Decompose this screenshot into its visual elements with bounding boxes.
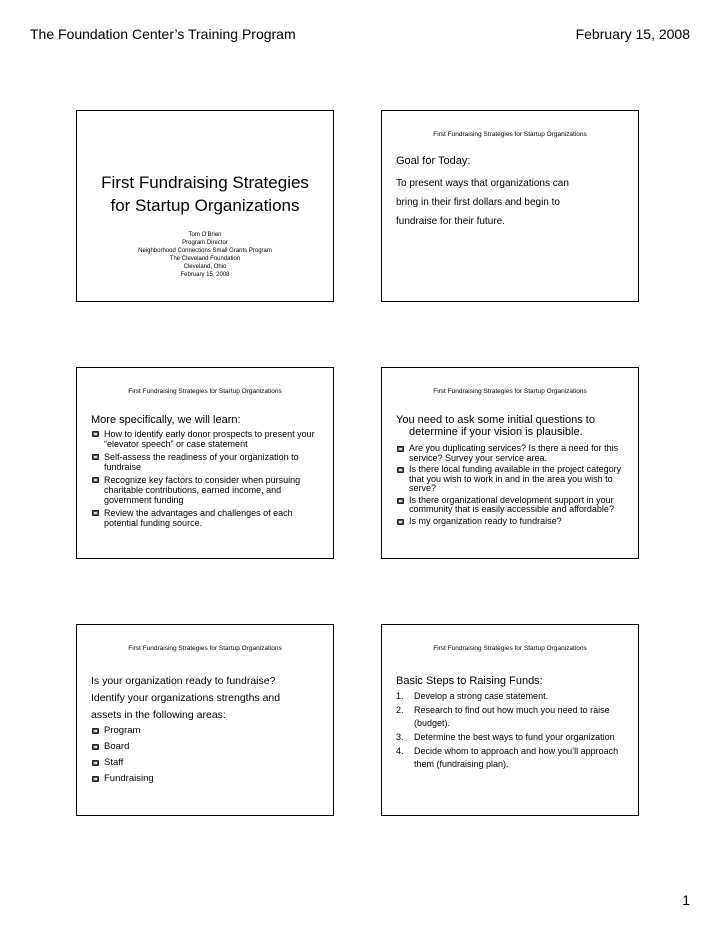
bullet-icon xyxy=(92,477,99,483)
bullet-icon xyxy=(397,446,404,452)
readiness-line-3: assets in the following areas: xyxy=(91,709,226,721)
page-header-date: February 15, 2008 xyxy=(575,26,690,42)
bullet-icon xyxy=(92,454,99,460)
presenter-location: Cleveland, Ohio xyxy=(183,264,227,270)
goal-line-2: bring in their first dollars and begin to xyxy=(396,197,560,208)
bullet-list xyxy=(396,444,628,526)
list-item: Fundraising xyxy=(91,774,323,784)
list-item: How to identify early donor prospects to present your “elevator speech” or case statement xyxy=(91,429,323,449)
list-item: Is my organization ready to fundraise? xyxy=(396,517,628,527)
presenter-date: February 15, 2008 xyxy=(180,272,230,278)
slide-heading: Basic Steps to Raising Funds: xyxy=(396,675,543,687)
slide-1-title xyxy=(76,110,334,302)
list-item: Self-assess the readiness of your organization to fundraise xyxy=(91,452,323,472)
list-item: 3. Determine the best ways to fund your organization xyxy=(396,732,615,742)
presenter-name: Tom O’Brien xyxy=(188,232,222,238)
slide-6-basic-steps xyxy=(381,624,639,816)
list-item: Is there local funding available in the project category that you wish to work in and in the area you wish to serve? xyxy=(396,465,628,494)
slide-heading-line-2: determine if your vision is plausible. xyxy=(409,426,583,438)
presentation-title-line-2: for Startup Organizations xyxy=(110,196,300,215)
list-item: 1. Develop a strong case statement. xyxy=(396,691,549,701)
list-item: Is there organizational development support in your community that is easily accessible and affordable? xyxy=(396,496,628,515)
slide-4-questions xyxy=(381,367,639,559)
list-item: Board xyxy=(91,742,323,752)
goal-line-1: To present ways that organizations can xyxy=(396,178,569,189)
list-item: Staff xyxy=(91,758,323,768)
page-number: 1 xyxy=(682,892,690,908)
slide-heading: Goal for Today: xyxy=(396,155,471,167)
bullet-icon xyxy=(397,467,404,473)
list-item: 2. Research to find out how much you need to raise (budget). xyxy=(396,705,610,728)
presenter-organization: The Cleveland Foundation xyxy=(169,256,241,262)
slide-body xyxy=(396,414,628,528)
bullet-icon xyxy=(92,728,99,734)
bullet-icon xyxy=(92,744,99,750)
slide-header: First Fundraising Strategies for Startup Organizations xyxy=(433,131,587,138)
bullet-icon xyxy=(92,776,99,782)
list-item: Are you duplicating services? Is there a need for this service? Survey your service area. xyxy=(396,444,628,463)
presenter-program: Neighborhood Connections Small Grants Program xyxy=(138,248,272,254)
slide-3-learning xyxy=(76,367,334,559)
slide-header: First Fundraising Strategies for Startup Organizations xyxy=(433,388,587,395)
slide-body xyxy=(91,414,323,531)
slide-heading: More specifically, we will learn: xyxy=(91,414,241,426)
slide-header: First Fundraising Strategies for Startup Organizations xyxy=(128,645,282,652)
presenter-role: Program Director xyxy=(182,240,228,246)
numbered-list xyxy=(396,690,628,771)
readiness-line-2: Identify your organizations strengths and xyxy=(91,692,281,704)
list-item: Review the advantages and challenges of each potential funding source. xyxy=(91,508,323,528)
presenter-info xyxy=(77,231,333,279)
slide-heading-line-1: You need to ask some initial questions to xyxy=(396,414,595,426)
slide-body xyxy=(91,673,323,790)
slide-header: First Fundraising Strategies for Startup Organizations xyxy=(433,645,587,652)
bullet-icon xyxy=(397,519,404,525)
list-item: Program xyxy=(91,726,323,736)
slide-header: First Fundraising Strategies for Startup Organizations xyxy=(128,388,282,395)
list-item: Recognize key factors to consider when pursuing charitable contributions, earned income, and government funding xyxy=(91,475,323,505)
bullet-list xyxy=(91,726,323,784)
slide-5-readiness xyxy=(76,624,334,816)
title-block xyxy=(77,171,333,279)
bullet-icon xyxy=(92,510,99,516)
presentation-title-line-1: First Fundraising Strategies xyxy=(101,173,309,192)
goal-line-3: fundraise for their future. xyxy=(396,216,505,227)
page-header-title: The Foundation Center’s Training Program xyxy=(30,26,296,42)
bullet-icon xyxy=(92,431,99,437)
bullet-icon xyxy=(397,498,404,504)
bullet-list xyxy=(91,429,323,528)
list-item: 4. Decide whom to approach and how you’ll approach them (fundraising plan). xyxy=(396,746,619,769)
slide-body xyxy=(396,155,628,231)
slide-body xyxy=(396,675,628,772)
readiness-question: Is your organization ready to fundraise? xyxy=(91,675,276,687)
bullet-icon xyxy=(92,760,99,766)
slide-2-goal xyxy=(381,110,639,302)
